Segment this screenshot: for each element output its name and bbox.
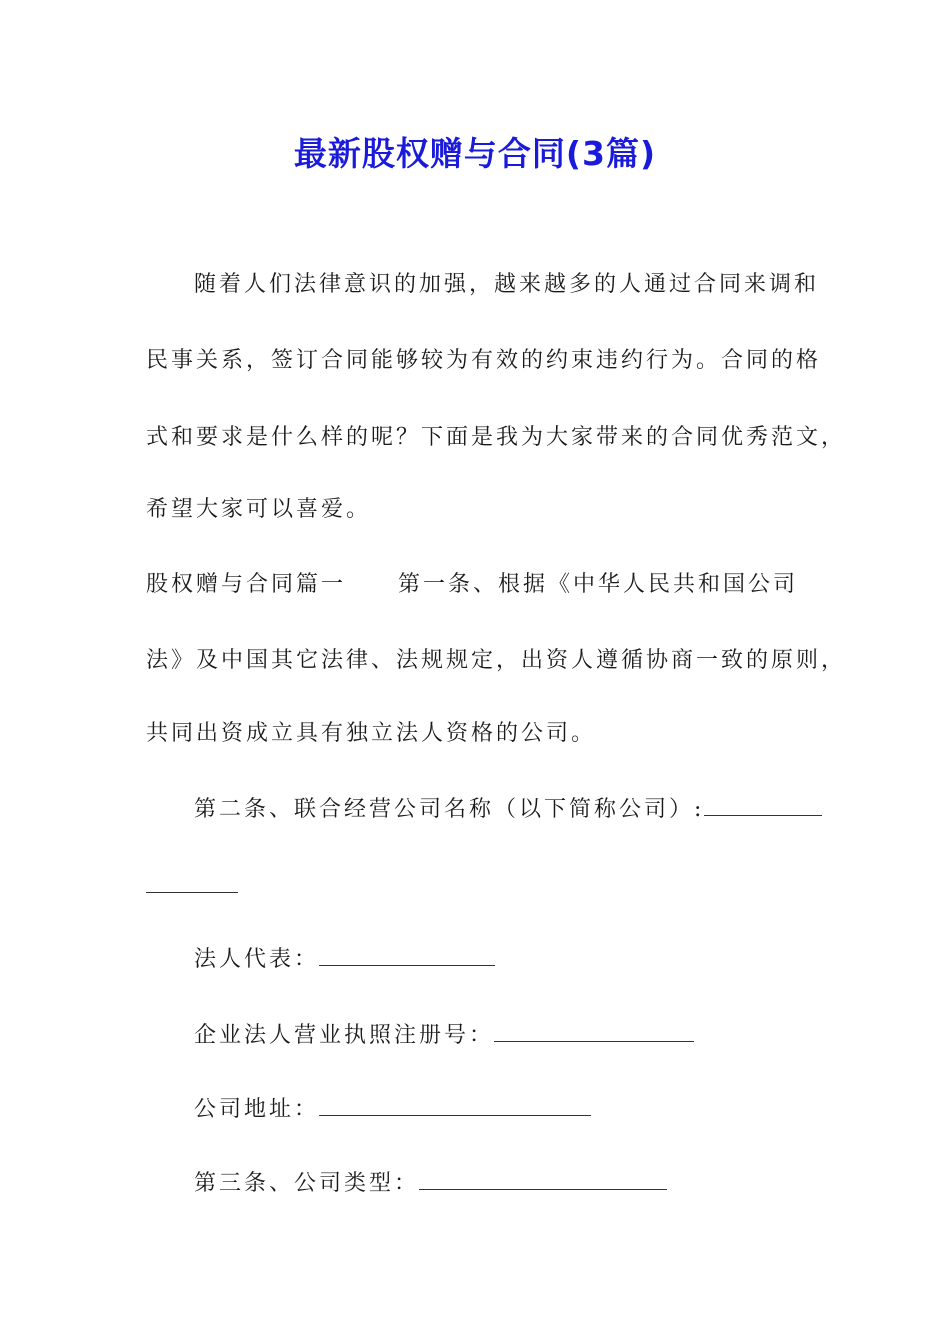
section-heading: 股权赠与合同篇一 [146,572,347,597]
legal-rep-line [194,945,864,974]
company-type-blank[interactable] [419,1169,667,1190]
intro-line-1: 随着人们法律意识的加强，越来越多的人通过合同来调和 [194,272,820,297]
legal-rep-label: 法人代表： [194,947,320,972]
intro-line-3: 式和要求是什么样的呢？下面是我为大家带来的合同优秀范文， [146,425,847,450]
article-2-continuation [146,872,816,901]
article-1-line-2: 法》及中国其它法律、法规规定，出资人遵循协商一致的原则， [146,648,847,673]
article-1-first-line [146,571,816,599]
intro-line-4: 希望大家可以喜爱。 [146,497,372,522]
article-3-text: 第三条、公司类型： [194,1171,420,1196]
company-name-blank[interactable] [704,795,822,816]
address-blank[interactable] [319,1095,591,1116]
article-2-line [194,795,864,824]
article-1-line-1: 第一条、根据《中华人民共和国公司 [398,572,799,597]
address-line [194,1095,864,1124]
article-3-line [194,1169,864,1198]
license-no-label: 企业法人营业执照注册号： [194,1023,495,1048]
document-title: 最新股权赠与合同(3篇) [293,134,657,173]
license-no-blank[interactable] [494,1021,694,1042]
company-name-blank-continued[interactable] [146,872,238,893]
legal-rep-blank[interactable] [319,945,495,966]
article-2-text: 第二条、联合经营公司名称（以下简称公司）: [194,797,705,822]
address-label: 公司地址： [194,1097,320,1122]
article-1-line-3: 共同出资成立具有独立法人资格的公司。 [146,721,597,746]
intro-line-2: 民事关系，签订合同能够较为有效的约束违约行为。合同的格 [146,348,822,373]
license-no-line [194,1021,864,1050]
